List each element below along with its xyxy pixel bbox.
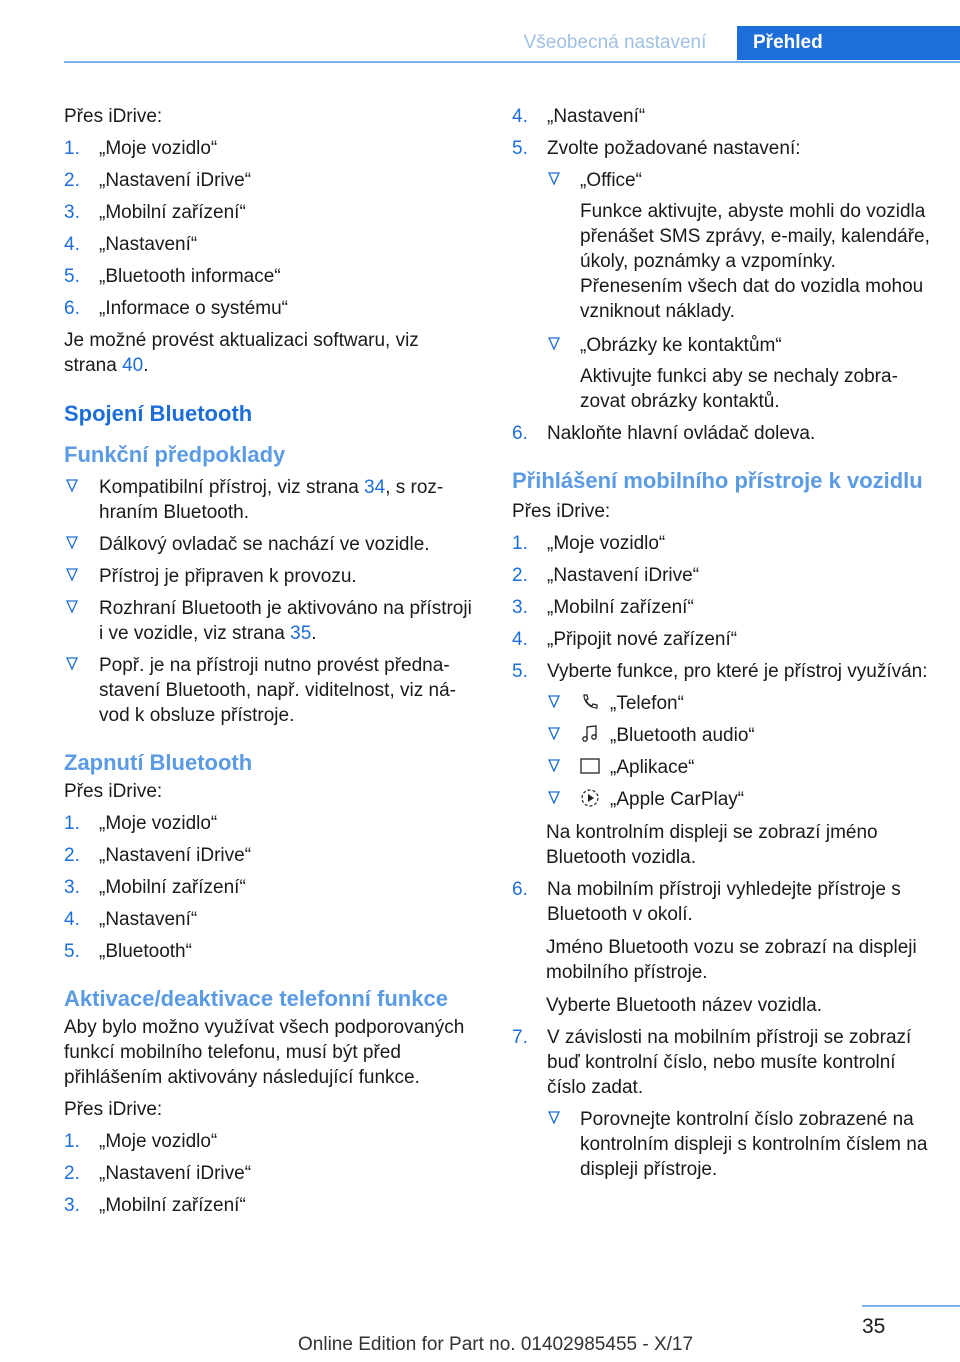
header-rule: [64, 61, 960, 63]
compare-sublist: [546, 1107, 930, 1182]
step-text: „Mobilní zařízení“: [547, 597, 694, 618]
list-item: [64, 875, 474, 900]
step-text: „Mobilní zařízení“: [99, 877, 246, 898]
via-idrive-label: Přes iDrive:: [64, 1099, 163, 1120]
list-item: [64, 596, 474, 646]
step-text: „Moje vozidlo“: [99, 813, 218, 834]
steps-list: [64, 136, 474, 321]
step-number: 6.: [512, 423, 528, 444]
function-sublist: [546, 691, 930, 812]
step-text: „Připojit nové zařízení“: [547, 629, 738, 650]
step-text: „Nastavení iDrive“: [99, 845, 252, 866]
step-text: „Nastavení“: [99, 234, 198, 255]
page-header: [0, 0, 960, 62]
step-number: 4.: [512, 629, 528, 650]
list-item: [64, 168, 474, 193]
option-contact-pictures-description: Aktivujte funkci aby se nechaly zobrazovat obrázky kontaktů.: [580, 366, 898, 412]
step-text: „Mobilní zařízení“: [99, 202, 246, 223]
bullet-text: Dálkový ovladač se nachází ve vozidle.: [99, 534, 430, 555]
list-item: [64, 264, 474, 289]
page-number: 35: [862, 1315, 886, 1338]
list-item: [64, 1193, 474, 1218]
list-item: [64, 1129, 474, 1154]
list-item: [546, 333, 930, 414]
step-number: 7.: [512, 1027, 528, 1048]
page-link-35[interactable]: 35: [290, 623, 312, 644]
step-number: 2.: [512, 565, 528, 586]
function-bluetooth-audio: „Bluetooth audio“: [610, 725, 755, 746]
triangle-bullet-icon: [548, 172, 560, 186]
via-idrive-label: Přes iDrive:: [64, 781, 163, 802]
update-text: Je možné provést aktualizaci softwaru, viz strana: [64, 330, 419, 376]
step-number: 1.: [512, 533, 528, 554]
bullet-text: , s rozhraním Bluetooth.: [99, 477, 444, 523]
step-text: Zvolte požadované nastavení:: [547, 138, 801, 159]
prereq-list: [64, 475, 474, 728]
list-item: [64, 200, 474, 225]
list-item: [512, 595, 930, 620]
via-idrive-label: Přes iDrive:: [512, 501, 611, 522]
settings-sublist: [546, 168, 930, 414]
triangle-bullet-icon: [548, 759, 560, 773]
step-number: 5.: [512, 138, 528, 159]
list-item: [64, 811, 474, 836]
edition-text: Online Edition for Part no. 01402985455 - X/17: [298, 1334, 694, 1355]
triangle-bullet-icon: [548, 791, 560, 805]
step-number: 1.: [64, 1131, 80, 1152]
update-paragraph: [64, 328, 474, 378]
header-tab: Přehled: [737, 26, 960, 60]
steps-list: [64, 1129, 474, 1218]
list-item: [512, 104, 930, 129]
function-phone: „Telefon“: [610, 693, 684, 714]
step-text: „Bluetooth informace“: [99, 266, 281, 287]
step-text: V závislosti na mobilním přístroji se zobrazí buď kontrolní číslo, nebo musíte kontrolní číslo zadat.: [547, 1027, 912, 1098]
apps-icon: [580, 756, 600, 776]
step-text: „Nastavení iDrive“: [547, 565, 700, 586]
step-number: 2.: [64, 1163, 80, 1184]
triangle-bullet-icon: [548, 727, 560, 741]
step-text: Vyberte funkce, pro které je přístroj využíván:: [547, 661, 928, 682]
page-link-34[interactable]: 34: [364, 477, 386, 498]
list-item: [64, 296, 474, 321]
bullet-text: Rozhraní Bluetooth je aktivováno na přístroji i ve vozidle, viz strana: [99, 598, 472, 644]
heading-phone-activation: Aktivace/deaktivace telefonní funkce: [64, 986, 448, 1011]
step-text: „Informace o systému“: [99, 298, 288, 319]
list-item: [64, 939, 474, 964]
triangle-bullet-icon: [66, 657, 78, 671]
bullet-text: Popř. je na přístroji nutno provést přednastavení Bluetooth, např. viditelnost, viz návod k obsluze přístroje.: [99, 655, 456, 726]
list-item: [64, 1161, 474, 1186]
step-text: „Nastavení iDrive“: [99, 1163, 252, 1184]
list-item: [64, 907, 474, 932]
option-contact-pictures: „Obrázky ke kontaktům“: [580, 335, 782, 356]
note-paragraph: Jméno Bluetooth vozu se zobrazí na displeji mobilního přístroje.: [546, 937, 917, 983]
page-link-40[interactable]: 40: [122, 355, 144, 376]
header-section-title: Všeobecná nastavení: [523, 32, 707, 53]
step-number: 3.: [64, 202, 80, 223]
list-item: [546, 755, 930, 780]
step-text: „Mobilní zařízení“: [99, 1195, 246, 1216]
step-text: „Nastavení“: [547, 106, 646, 127]
list-item: [546, 691, 930, 716]
list-item: [64, 653, 474, 728]
step-text: „Moje vozidlo“: [99, 138, 218, 159]
list-item: [512, 563, 930, 588]
step-number: 1.: [64, 813, 80, 834]
punct: .: [311, 623, 317, 644]
step-number: 3.: [512, 597, 528, 618]
list-item: [546, 168, 930, 324]
via-idrive-label: Přes iDrive:: [64, 106, 163, 127]
phone-icon: [580, 692, 600, 712]
triangle-bullet-icon: [66, 479, 78, 493]
triangle-bullet-icon: [66, 600, 78, 614]
option-office-description: Funkce aktivujte, abyste mohli do vozidla přenášet SMS zprávy, e-maily, kalendáře, úkoly, poznámky a vzpomínky. Přenesením všech dat do vozidla mohou vzniknout náklady.: [580, 201, 930, 322]
carplay-icon: [580, 788, 600, 808]
bullet-text: Porovnejte kontrolní číslo zobrazené na kontrolním displeji s kontrolním číslem na displeji přístroje.: [580, 1109, 928, 1180]
list-item: [546, 1107, 930, 1182]
note-paragraph: Vyberte Bluetooth název vozidla.: [546, 995, 823, 1016]
function-carplay: „Apple CarPlay“: [610, 789, 745, 810]
step-number: 2.: [64, 845, 80, 866]
bullet-text: Kompatibilní přístroj, viz strana: [99, 477, 365, 498]
list-item: [512, 1025, 930, 1100]
list-item: [64, 532, 474, 557]
function-apps: „Aplikace“: [610, 757, 695, 778]
triangle-bullet-icon: [66, 536, 78, 550]
list-item: [64, 475, 474, 525]
list-item: [64, 564, 474, 589]
step-text: Na mobilním přístroji vyhledejte přístroje s Bluetooth v okolí.: [547, 879, 901, 925]
note-paragraph: Na kontrolním displeji se zobrazí jméno Bluetooth vozidla.: [546, 822, 878, 868]
list-item: [512, 627, 930, 652]
punct: .: [143, 355, 149, 376]
step-number: 3.: [64, 1195, 80, 1216]
step-number: 2.: [64, 170, 80, 191]
step-number: 6.: [512, 879, 528, 900]
music-note-icon: [580, 724, 600, 744]
triangle-bullet-icon: [66, 568, 78, 582]
list-item: [512, 877, 930, 927]
triangle-bullet-icon: [548, 695, 560, 709]
list-item: [512, 136, 930, 161]
list-item: [546, 787, 930, 812]
heading-pair-device: Přihlášení mobilního přístroje k vozidlu: [512, 468, 923, 493]
step-number: 1.: [64, 138, 80, 159]
heading-prerequisites: Funkční předpoklady: [64, 442, 286, 467]
bullet-text: Přístroj je připraven k provozu.: [99, 566, 357, 587]
activation-paragraph: Aby bylo možno využívat všech podporovaných funkcí mobilního telefonu, musí být před přihlášením aktivovány následující funkce.: [64, 1017, 465, 1088]
list-item: [512, 659, 930, 684]
option-office: „Office“: [580, 170, 642, 191]
step-number: 4.: [512, 106, 528, 127]
list-item: [64, 136, 474, 161]
step-number: 3.: [64, 877, 80, 898]
list-item: [546, 723, 930, 748]
step-text: „Nastavení“: [99, 909, 198, 930]
list-item: [64, 843, 474, 868]
step-number: 5.: [512, 661, 528, 682]
list-item: [512, 421, 930, 446]
step-text: „Moje vozidlo“: [99, 1131, 218, 1152]
steps-list: [64, 811, 474, 964]
step-number: 5.: [64, 941, 80, 962]
heading-bluetooth-on: Zapnutí Bluetooth: [64, 750, 253, 775]
footer-rule: [862, 1305, 960, 1307]
step-number: 6.: [64, 298, 80, 319]
step-text: „Bluetooth“: [99, 941, 192, 962]
step-number: 4.: [64, 234, 80, 255]
left-column: [64, 96, 474, 1218]
heading-bluetooth-connection: Spojení Bluetooth: [64, 401, 253, 426]
step-text: „Moje vozidlo“: [547, 533, 666, 554]
step-number: 5.: [64, 266, 80, 287]
step-text: „Nastavení iDrive“: [99, 170, 252, 191]
step-number: 4.: [64, 909, 80, 930]
step-text: Nakloňte hlavní ovládač doleva.: [547, 423, 816, 444]
triangle-bullet-icon: [548, 1111, 560, 1125]
steps-list: [512, 531, 930, 684]
right-column: [512, 96, 930, 1182]
list-item: [512, 531, 930, 556]
triangle-bullet-icon: [548, 337, 560, 351]
list-item: [64, 232, 474, 257]
